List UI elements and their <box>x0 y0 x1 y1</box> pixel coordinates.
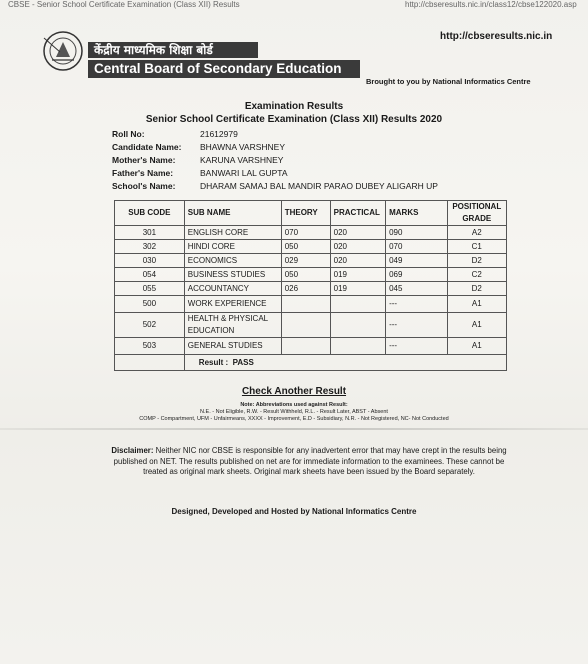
sub-name-cell: HINDI CORE <box>184 240 281 254</box>
site-url[interactable]: http://cbseresults.nic.in <box>440 31 553 42</box>
grade-cell: C2 <box>447 268 506 282</box>
theory-cell <box>281 313 330 338</box>
print-page-title: CBSE - Senior School Certificate Examination (Class XII) Results <box>8 0 240 9</box>
candidate-name-value: BHAWNA VARSHNEY <box>200 142 286 152</box>
practical-cell <box>330 296 385 313</box>
sub-name-cell: WORK EXPERIENCE <box>184 296 281 313</box>
practical-cell: 020 <box>330 254 385 268</box>
brought-by-text: Brought to you by National Informatics Centre <box>366 77 531 86</box>
result-value: PASS <box>232 357 254 367</box>
print-page-url: http://cbseresults.nic.in/class12/cbse122020.asp <box>405 0 577 9</box>
table-row <box>115 338 507 355</box>
theory-cell: 029 <box>281 254 330 268</box>
mother-name-label: Mother's Name: <box>112 155 176 165</box>
check-another-result-link[interactable]: Check Another Result <box>241 386 347 397</box>
marks-table <box>114 200 507 371</box>
grade-cell: A2 <box>447 226 506 240</box>
disclaimer <box>110 446 508 478</box>
roll-no-label: Roll No: <box>112 129 145 139</box>
grade-cell: A1 <box>447 313 506 338</box>
marks-cell: 070 <box>386 240 447 254</box>
father-name-row <box>112 167 438 180</box>
marks-cell: --- <box>386 313 447 338</box>
exam-title: Senior School Certificate Examination (Class XII) Results 2020 <box>145 114 443 125</box>
table-row <box>115 282 507 296</box>
practical-cell <box>330 313 385 338</box>
mother-name-value: KARUNA VARSHNEY <box>200 155 284 165</box>
school-name-row <box>112 180 438 193</box>
grade-cell: C1 <box>447 240 506 254</box>
table-row <box>115 240 507 254</box>
marks-cell: 045 <box>386 282 447 296</box>
father-name-value: BANWARI LAL GUPTA <box>200 168 288 178</box>
practical-cell: 019 <box>330 282 385 296</box>
father-name-label: Father's Name: <box>112 168 174 178</box>
table-row <box>115 313 507 338</box>
col-marks: MARKS <box>386 201 447 226</box>
mother-name-row <box>112 154 438 167</box>
sub-code-cell: 055 <box>115 282 185 296</box>
roll-no-row <box>112 128 438 141</box>
marks-cell: 049 <box>386 254 447 268</box>
sub-name-cell: GENERAL STUDIES <box>184 338 281 355</box>
roll-no-value: 21612979 <box>200 129 238 139</box>
note-title: Note: Abbreviations used against Result: <box>240 402 348 408</box>
grade-cell: D2 <box>447 282 506 296</box>
theory-cell: 026 <box>281 282 330 296</box>
sub-code-cell: 500 <box>115 296 185 313</box>
result-row <box>115 355 507 371</box>
practical-cell: 020 <box>330 226 385 240</box>
sub-name-cell: BUSINESS STUDIES <box>184 268 281 282</box>
practical-cell: 020 <box>330 240 385 254</box>
col-sub-code: SUB CODE <box>115 201 185 226</box>
disclaimer-text: Neither NIC nor CBSE is responsible for any inadvertent error that may have crept in the results being published on NET. The results published on net are for immediate information to the examinees. These cannot be treated as original mark sheets. Original mark sheets have been issued by the Board separately. <box>113 446 507 476</box>
candidate-name-label: Candidate Name: <box>112 142 182 152</box>
sub-name-cell: HEALTH & PHYSICAL EDUCATION <box>184 313 281 338</box>
abbreviation-note <box>0 402 588 423</box>
practical-cell <box>330 338 385 355</box>
marks-cell: --- <box>386 338 447 355</box>
page-title: Examination Results <box>244 101 344 112</box>
marks-cell: 090 <box>386 226 447 240</box>
sub-code-cell: 503 <box>115 338 185 355</box>
cbse-emblem-icon <box>42 30 84 72</box>
theory-cell: 050 <box>281 240 330 254</box>
sub-code-cell: 502 <box>115 313 185 338</box>
theory-cell: 070 <box>281 226 330 240</box>
sub-name-cell: ENGLISH CORE <box>184 226 281 240</box>
paper-fold-line <box>0 428 588 430</box>
col-theory: THEORY <box>281 201 330 226</box>
sub-code-cell: 054 <box>115 268 185 282</box>
theory-cell <box>281 296 330 313</box>
table-row <box>115 254 507 268</box>
candidate-name-row <box>112 141 438 154</box>
table-row <box>115 268 507 282</box>
col-positional-grade: POSITIONAL GRADE <box>447 201 506 226</box>
sub-name-cell: ACCOUNTANCY <box>184 282 281 296</box>
designed-by-text: Designed, Developed and Hosted by National Informatics Centre <box>171 507 417 516</box>
candidate-details <box>112 128 438 193</box>
result-label: Result : <box>198 357 229 367</box>
practical-cell: 019 <box>330 268 385 282</box>
school-name-label: School's Name: <box>112 181 176 191</box>
sub-code-cell: 030 <box>115 254 185 268</box>
col-sub-name: SUB NAME <box>184 201 281 226</box>
grade-cell: A1 <box>447 338 506 355</box>
col-practical: PRACTICAL <box>330 201 385 226</box>
grade-cell: D2 <box>447 254 506 268</box>
board-name-english: Central Board of Secondary Education <box>88 60 360 78</box>
table-header-row <box>115 201 507 226</box>
sub-code-cell: 301 <box>115 226 185 240</box>
result-cell <box>184 355 506 371</box>
grade-cell: A1 <box>447 296 506 313</box>
note-line-2: COMP - Compartment, UFM - Unfairmeans, XXXX - Improvement, E.D - Subsidiary, N.R. - Not Registered, NC- Not Conducted <box>139 416 449 422</box>
result-blank-cell <box>115 355 185 371</box>
theory-cell: 050 <box>281 268 330 282</box>
theory-cell <box>281 338 330 355</box>
marks-cell: --- <box>386 296 447 313</box>
marks-cell: 069 <box>386 268 447 282</box>
browser-print-header <box>0 0 588 10</box>
sub-code-cell: 302 <box>115 240 185 254</box>
school-name-value: DHARAM SAMAJ BAL MANDIR PARAO DUBEY ALIGARH UP <box>200 181 438 191</box>
note-line-1: N.E. - Not Eligible, R.W. - Result Withheld, R.L. - Result Later, ABST - Absent <box>200 409 388 415</box>
table-row <box>115 226 507 240</box>
sub-name-cell: ECONOMICS <box>184 254 281 268</box>
disclaimer-label: Disclaimer: <box>111 446 154 455</box>
board-name-hindi: केंद्रीय माध्यमिक शिक्षा बोर्ड <box>88 42 258 58</box>
table-row <box>115 296 507 313</box>
